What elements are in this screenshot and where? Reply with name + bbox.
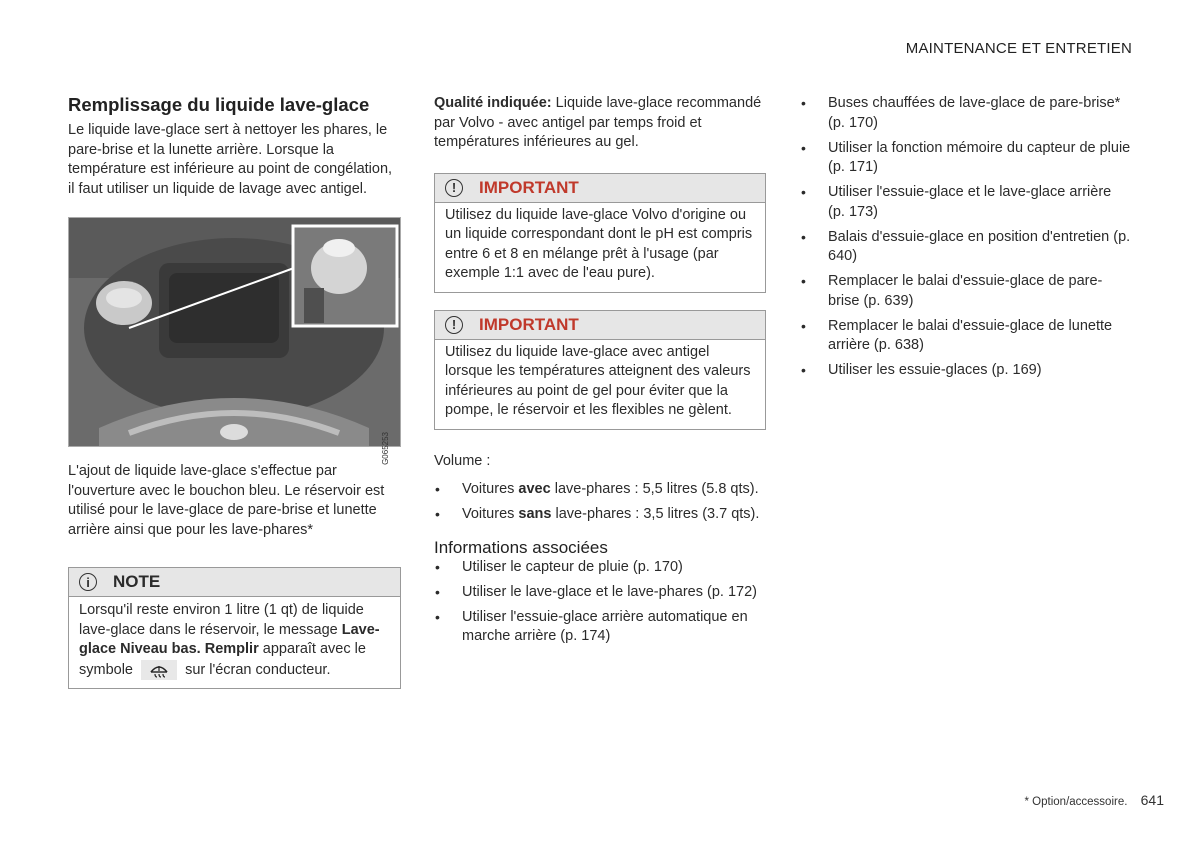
related-link[interactable]: • Utiliser le lave-glace et le lave-phares (p. 172) <box>434 583 766 603</box>
quality-paragraph <box>434 94 766 153</box>
image-reference-code: G065253 <box>381 432 390 465</box>
note-body <box>69 596 400 688</box>
related-link[interactable]: • Buses chauffées de lave-glace de pare-brise* (p. 170) <box>800 94 1132 133</box>
important-box-1 <box>434 173 766 293</box>
engine-bay-illustration <box>69 218 400 446</box>
important-box-1-body <box>435 202 765 292</box>
right-column <box>800 94 1132 386</box>
warning-icon: ! <box>445 179 463 197</box>
related-link[interactable]: • Remplacer le balai d'essuie-glace de lunette arrière (p. 638) <box>800 317 1132 356</box>
important-box-2-header <box>435 311 765 339</box>
list-item: • Voitures sans lave-phares : 3,5 litres (3.7 qts). <box>434 505 766 525</box>
important-title-1: IMPORTANT <box>479 177 579 197</box>
important-title-2: IMPORTANT <box>479 314 579 334</box>
related-link[interactable]: • Remplacer le balai d'essuie-glace de pare-brise (p. 639) <box>800 272 1132 311</box>
page-footer <box>1025 792 1164 808</box>
note-text-1: Lorsqu'il reste environ 1 litre (1 qt) de liquide lave-glace dans le réservoir, le message <box>79 602 364 638</box>
related-link[interactable]: • Utiliser l'essuie-glace et le lave-glace arrière (p. 173) <box>800 183 1132 222</box>
important-box-1-header <box>435 174 765 202</box>
intro-paragraph: Le liquide lave-glace sert à nettoyer les phares, le pare-brise et la lunette arrière. Lorsque la température est inférieure au point de congélation, il faut utiliser un liquide de lavage avec antigel. <box>68 122 393 197</box>
note-text-2: apparaît avec le symbole <box>79 641 366 678</box>
middle-column <box>434 94 766 652</box>
related-info-title: Informations associées <box>434 537 608 557</box>
volume-label: Volume : <box>434 452 491 469</box>
low-level-message: Lave-glace Niveau bas. Remplir <box>79 621 380 657</box>
important-box-2 <box>434 310 766 430</box>
important-box-2-body <box>435 339 765 429</box>
note-box-header <box>69 568 400 596</box>
footnote: * Option/accessoire. <box>1024 796 1128 808</box>
washer-fluid-symbol-icon <box>141 660 177 680</box>
section-header: MAINTENANCE ET ENTRETIEN <box>905 40 1132 57</box>
refill-paragraph: L'ajout de liquide lave-glace s'effectue par l'ouverture avec le bouchon bleu. Le réservoir est utilisé pour le lave-glace de pare-brise et lunette arrière ainsi que pour les lave-phares* <box>68 463 385 538</box>
related-link[interactable]: • Utiliser la fonction mémoire du capteur de pluie (p. 171) <box>800 139 1132 178</box>
note-title: NOTE <box>113 572 161 591</box>
note-box <box>68 567 401 689</box>
related-info-list <box>434 558 766 647</box>
engine-bay-image <box>68 217 401 465</box>
volume-list <box>434 480 766 525</box>
important-text-2: Utilisez du liquide lave-glace avec antigel lorsque les températures atteignent des valeurs inférieures au point de gel pour éviter que la pompe, le réservoir et les flexibles ne gèlent. <box>445 343 751 418</box>
left-column <box>68 94 401 689</box>
page-number: 641 <box>1140 792 1164 808</box>
list-item: • Voitures avec lave-phares : 5,5 litres (5.8 qts). <box>434 480 766 500</box>
related-link[interactable]: • Utiliser le capteur de pluie (p. 170) <box>434 558 766 578</box>
quality-text: Liquide lave-glace recommandé par Volvo - avec antigel par temps froid et températures inférieures au gel. <box>434 95 762 150</box>
related-link[interactable]: • Utiliser les essuie-glaces (p. 169) <box>800 361 1132 381</box>
related-link[interactable]: • Utiliser l'essuie-glace arrière automatique en marche arrière (p. 174) <box>434 608 766 647</box>
warning-icon: ! <box>445 316 463 334</box>
quality-label: Qualité indiquée: <box>434 95 552 111</box>
related-info-list-continued <box>800 94 1132 381</box>
info-icon: i <box>79 573 97 591</box>
important-text-1: Utilisez du liquide lave-glace Volvo d'origine ou un liquide correspondant dont le pH est compris entre 6 et 8 en mélange prêt à l'usage (par exemple 1:1 avec de l'eau pure). <box>445 206 753 281</box>
related-link[interactable]: • Balais d'essuie-glace en position d'entretien (p. 640) <box>800 228 1132 267</box>
page-title: Remplissage du liquide lave-glace <box>68 94 370 115</box>
note-text-3: sur l'écran conducteur. <box>185 661 331 678</box>
